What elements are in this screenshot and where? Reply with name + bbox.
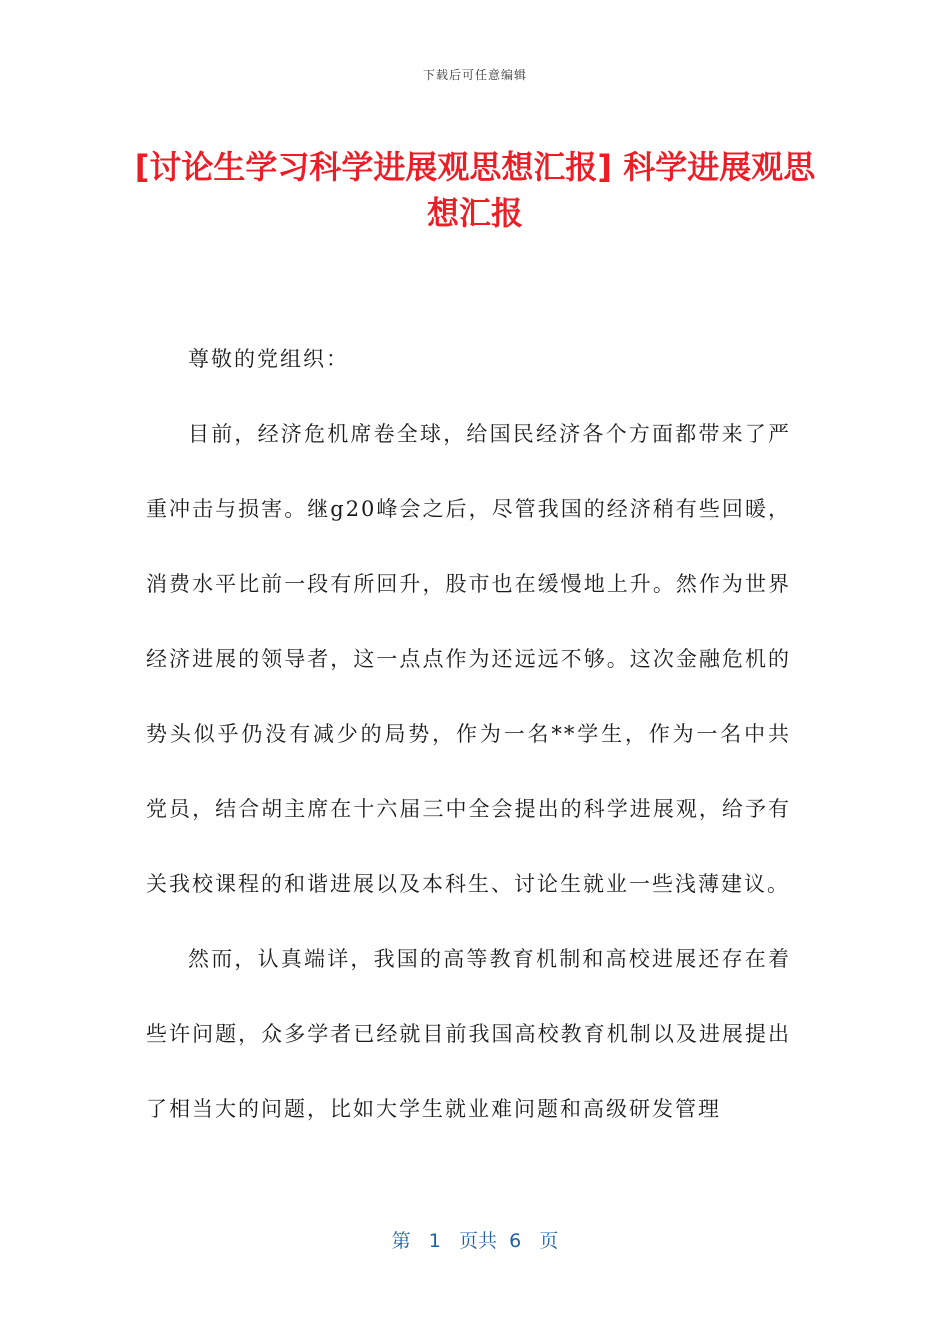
body-paragraph-2: 然而，认真端详，我国的高等教育机制和高校进展还存在着些许问题，众多学者已经就目前我国高校教育机制以及进展提出了相当大的问题，比如大学生就业难问题和高级研发管理 xyxy=(146,947,791,1121)
document-body xyxy=(146,322,791,1147)
footer-page-total: 6 xyxy=(509,1230,522,1252)
footer-page-prefix: 第 xyxy=(391,1230,411,1252)
footer-page-number: 1 xyxy=(428,1230,441,1252)
footer-page-suffix: 页 xyxy=(539,1230,559,1252)
footer-page-middle: 页共 xyxy=(459,1230,498,1252)
header-note: 下载后可任意编辑 xyxy=(422,68,527,82)
body-paragraph-1: 目前，经济危机席卷全球，给国民经济各个方面都带来了严重冲击与损害。继g20峰会之后，尽管我国的经济稍有些回暖，消费水平比前一段有所回升，股市也在缓慢地上升。然作为世界经济进展的领导者，这一点点作为还远远不够。这次金融危机的势头似乎仍没有减少的局势，作为一名**学生，作为一名中共党员，结合胡主席在十六届三中全会提出的科学进展观，给予有关我校课程的和谐进展以及本科生、讨论生就业一些浅薄建议。 xyxy=(146,422,791,896)
salutation: 尊敬的党组织： xyxy=(188,347,349,371)
page-footer xyxy=(0,1226,950,1253)
document-title: [讨论生学习科学进展观思想汇报] 科学进展观思想汇报 xyxy=(134,148,816,232)
